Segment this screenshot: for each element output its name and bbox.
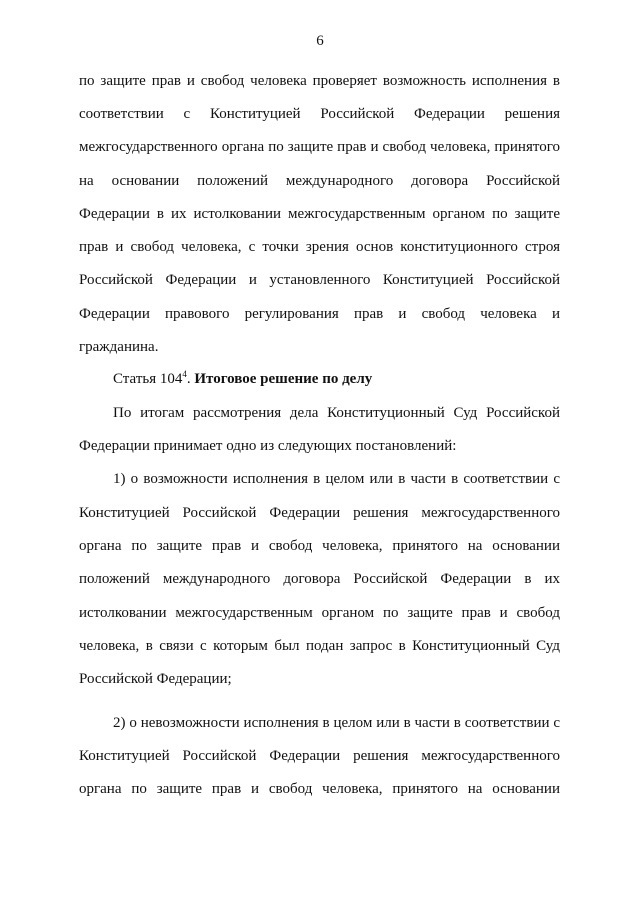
list-item-line: Конституцией Российской Федерации решения межгосударственного <box>79 505 560 521</box>
text-line: Федерации правового регулирования прав и свобод человека и <box>79 306 560 322</box>
list-item-line: истолковании межгосударственным органом по защите прав и свобод <box>79 605 560 621</box>
text-line: По итогам рассмотрения дела Конституционный Суд Российской <box>113 405 560 421</box>
list-item-line: положений международного договора Российской Федерации в их <box>79 571 560 587</box>
text-line: по защите прав и свобод человека проверяет возможность исполнения в <box>79 73 560 89</box>
page-number: 6 <box>316 33 324 49</box>
text-line: гражданина. <box>79 339 159 355</box>
article-dot: . <box>186 371 195 387</box>
list-item-line: Конституцией Российской Федерации решения межгосударственного <box>79 748 560 764</box>
text-line: соответствии с Конституцией Российской Федерации решения <box>79 106 560 122</box>
text-line: прав и свобод человека, с точки зрения основ конституционного строя <box>79 239 560 255</box>
text-line: Федерации в их истолковании межгосударственным органом по защите <box>79 206 560 222</box>
list-item-line: Российской Федерации; <box>79 671 232 687</box>
article-superscript: 4 <box>182 369 187 379</box>
text-line: на основании положений международного договора Российской <box>79 173 560 189</box>
text-line: Федерации принимает одно из следующих постановлений: <box>79 438 457 454</box>
list-item-line: органа по защите прав и свобод человека, принятого на основании <box>79 781 560 797</box>
article-title: Итоговое решение по делу <box>194 371 373 387</box>
article-heading <box>113 370 560 388</box>
article-number: Статья 104 <box>113 371 183 387</box>
list-item-line: 2) о невозможности исполнения в целом или в части в соответствии с <box>113 715 560 731</box>
list-item-line: 1) о возможности исполнения в целом или в части в соответствии с <box>113 471 560 487</box>
list-item-line: человека, в связи с которым был подан запрос в Конституционный Суд <box>79 638 560 654</box>
text-line: Российской Федерации и установленного Конституцией Российской <box>79 272 560 288</box>
list-item-line: органа по защите прав и свобод человека, принятого на основании <box>79 538 560 554</box>
text-line: межгосударственного органа по защите прав и свобод человека, принятого <box>79 139 560 155</box>
